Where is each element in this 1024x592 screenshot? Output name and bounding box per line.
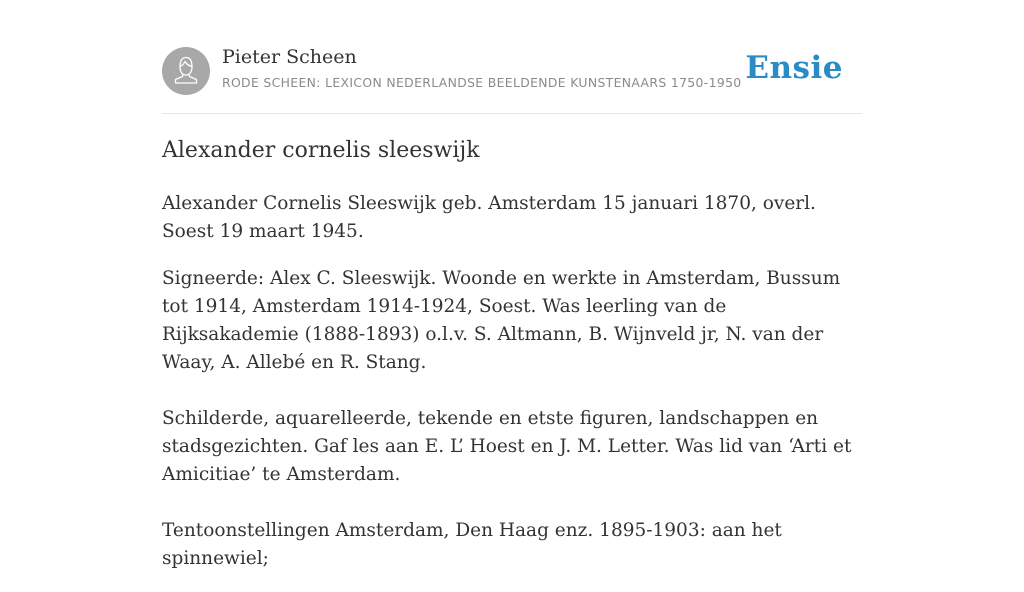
author-avatar[interactable] [162, 47, 210, 95]
article-paragraph-1: Alexander Cornelis Sleeswijk geb. Amsterdam 15 januari 1870, overl. Soest 19 maart 1945. [162, 193, 816, 242]
page-container [162, 0, 862, 569]
article-paragraph-2: Signeerde: Alex C. Sleeswijk. Woonde en werkte in Amsterdam, Bussum tot 1914, Amsterdam 1914-1924, Soest. Was leerling van de Rijksakademie (1888-1893) o.l.v. S. Altmann, B. Wijnveld jr, N. van der Waay, A. Allebé en R. Stang. [162, 268, 841, 373]
article-title: Alexander cornelis sleeswijk [162, 138, 480, 163]
article-paragraph-4: Tentoonstellingen Amsterdam, Den Haag enz. 1895-1903: aan het spinnewiel; [162, 520, 782, 569]
user-silhouette-icon [162, 47, 210, 95]
article-header [162, 0, 862, 114]
article-body [162, 190, 862, 592]
author-name[interactable]: Pieter Scheen [222, 46, 357, 68]
article-paragraph-3: Schilderde, aquarelleerde, tekende en etste figuren, landschappen en stadsgezichten. Gaf les aan E. L’ Hoest en J. M. Letter. Was lid van ‘Arti et Amicitiae’ te Amsterdam. [162, 408, 852, 485]
source-title[interactable]: RODE SCHEEN: LEXICON NEDERLANDSE BEELDENDE KUNSTENAARS 1750-1950 [222, 75, 742, 90]
ensie-logo[interactable]: Ensie [745, 50, 843, 86]
